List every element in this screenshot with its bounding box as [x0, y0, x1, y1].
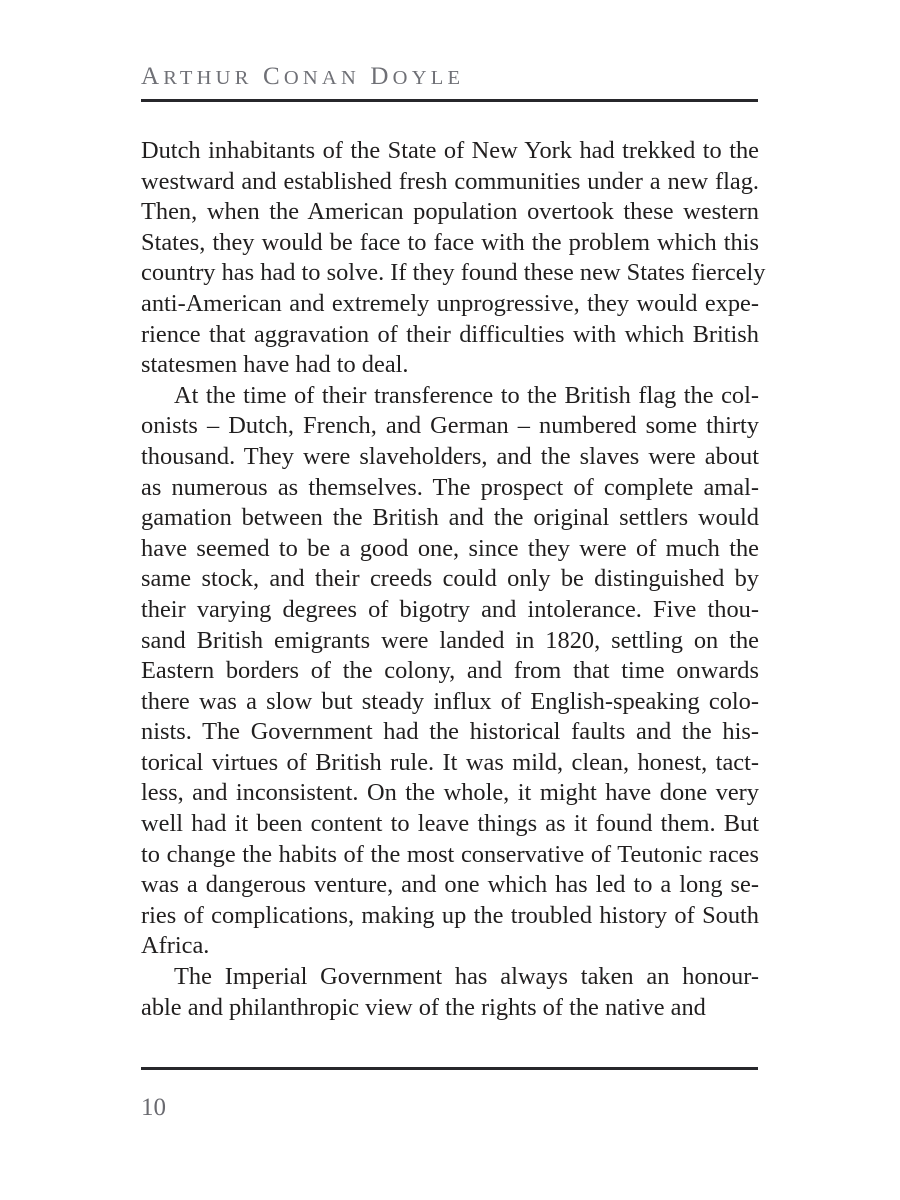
text-line: was a dangerous venture, and one which has led to a long se-: [141, 871, 759, 899]
running-head-letter: A: [321, 67, 341, 89]
running-head-letter: D: [370, 63, 393, 90]
text-line: The Imperial Government has always taken an honour-: [174, 963, 759, 991]
footer-rule: [141, 1067, 758, 1070]
text-line: less, and inconsistent. On the whole, it might have done very: [141, 779, 759, 807]
text-line: thousand. They were slaveholders, and the slaves were about: [141, 442, 759, 470]
header-rule: [141, 99, 758, 102]
text-line: At the time of their transference to the British flag the col-: [174, 381, 759, 409]
text-line: to change the habits of the most conservative of Teutonic races: [141, 840, 759, 868]
running-head: [141, 62, 759, 93]
text-line: westward and established fresh communities under a new flag.: [141, 167, 759, 195]
running-head-letter: O: [392, 67, 412, 89]
text-line: anti-American and extremely unprogressive, they would expe-: [141, 289, 759, 317]
text-line: States, they would be face to face with the problem which this: [141, 228, 759, 256]
running-head-letter: N: [340, 67, 360, 89]
text-line: Then, when the American population overtook these western: [141, 198, 759, 226]
page-number: 10: [141, 1094, 166, 1121]
paragraph: [141, 136, 766, 381]
running-head-letter: N: [302, 67, 322, 89]
running-head-letter: T: [179, 67, 197, 89]
text-line: Eastern borders of the colony, and from that time onwards: [141, 657, 759, 685]
text-line: country has had to solve. If they found these new States fiercely: [141, 259, 766, 287]
text-line: torical virtues of British rule. It was mild, clean, honest, tact-: [141, 748, 759, 776]
running-head-letter: H: [196, 67, 216, 89]
paragraph: [141, 381, 759, 962]
text-line: same stock, and their creeds could only be distinguished by: [141, 565, 759, 593]
running-head-letter: E: [447, 67, 465, 89]
running-head-letter: U: [215, 67, 235, 89]
text-line: rience that aggravation of their difficulties with which British: [141, 320, 759, 348]
text-line: onists – Dutch, French, and German – numbered some thirty: [141, 412, 759, 440]
text-line: statesmen have had to deal.: [141, 351, 409, 379]
text-line: Africa.: [141, 932, 210, 960]
running-head-letter: A: [141, 63, 164, 90]
running-head-letter: C: [263, 63, 284, 90]
running-head-letter: O: [283, 67, 303, 89]
body-text: [141, 136, 766, 1023]
running-head-letter: Y: [411, 67, 431, 89]
text-line: there was a slow but steady influx of English-speaking colo-: [141, 687, 759, 715]
text-line: nists. The Government had the historical faults and the his-: [141, 718, 759, 746]
text-line: as numerous as themselves. The prospect of complete amal-: [141, 473, 759, 501]
running-head-letter: R: [163, 67, 180, 89]
text-line: gamation between the British and the original settlers would: [141, 504, 759, 532]
text-line: well had it been content to leave things as it found them. But: [141, 810, 759, 838]
text-line: ries of complications, making up the troubled history of South: [141, 901, 759, 929]
text-line: Dutch inhabitants of the State of New York had trekked to the: [141, 137, 759, 164]
running-head-letter: R: [234, 67, 253, 89]
running-head-letter: L: [430, 67, 448, 89]
text-line: their varying degrees of bigotry and intolerance. Five thou-: [141, 595, 759, 623]
paragraph: [141, 962, 759, 1023]
text-line: have seemed to be a good one, since they were of much the: [141, 534, 759, 562]
text-line: sand British emigrants were landed in 1820, settling on the: [141, 626, 759, 654]
text-line: able and philanthropic view of the rights of the native and: [141, 993, 706, 1021]
